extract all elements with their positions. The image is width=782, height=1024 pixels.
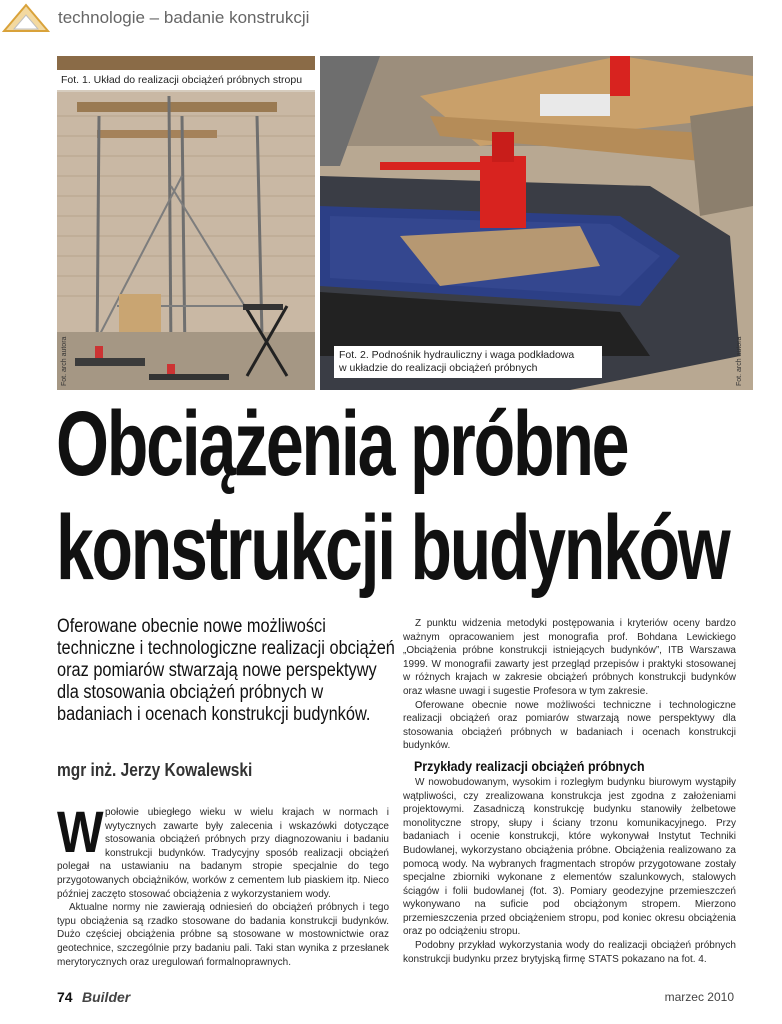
drop-cap: W <box>57 800 104 865</box>
paragraph-text: połowie ubiegłego wieku w wielu krajach w normach i wytycznych zawarte były zalecenia i wskazówki dotyczące stosowania obciążeń próbnych przy diagnozowaniu i badaniu konstrukcji budynków. Tradycyjny sposób realizacji obciążeń polegał na ustawianiu na badanym stropie specjalnie do tego przygotowanych obciążników, worków z cementem lub piaskiem itp. Nieco później zaczęto stosować obciążenia z wykorzystaniem wody. <box>57 807 389 900</box>
issue-date: marzec 2010 <box>664 990 734 1004</box>
article-title-line2: konstrukcji budynków <box>56 497 729 599</box>
photo-floor-load-setup <box>57 56 315 390</box>
photo2-caption-line2: w układzie do realizacji obciążeń próbnych <box>339 362 538 374</box>
section-header: technologie – badanie konstrukcji <box>58 8 310 27</box>
section-subheading: Przykłady realizacji obciążeń próbnych <box>414 758 645 774</box>
section-triangle-icon <box>2 3 50 33</box>
paragraph: Podobny przykład wykorzystania wody do realizacji obciążeń próbnych konstrukcji budynku przez brytyjską firmę STATS pokazano na fot. 4. <box>403 940 736 965</box>
article-column-right <box>403 617 736 966</box>
scaffold-photo-illustration <box>57 56 315 390</box>
article-lead: Oferowane obecnie nowe możliwości techniczne i technologiczne realizacji obciążeń oraz pomiarów stwarzają nowe perspektywy dla stosowania obciążeń próbnych w badaniach i ocenach konstrukcji budynków. <box>57 616 395 725</box>
page-number: 74 <box>57 989 73 1005</box>
paragraph: Z punktu widzenia metodyki postępowania i kryteriów oceny bardzo ważnym opracowaniem jest monografia prof. Bohdana Lewickiego „Obciążenia próbne konstrukcji istniejących budynków”, ITB Warszawa 1999. W monografii zawarty jest przegląd przepisów i praktyki stosowanej w różnych krajach w zakresie obciążeń próbnych konstrukcji budynków oraz własne uwagi i sugestie Profesora w tym zakresie. <box>403 618 736 697</box>
photo2-credit: Fot. arch autora <box>736 336 743 386</box>
article-title-line1: Obciążenia próbne <box>56 393 628 495</box>
magazine-logo: Builder <box>82 989 131 1005</box>
article-author: mgr inż. Jerzy Kowalewski <box>57 760 253 780</box>
paragraph: W nowobudowanym, wysokim i rozległym budynku biurowym wystąpiły wątpliwości, czy zrealizowana konstrukcja jest zgodna z założeniami projektowymi. Zasadniczą konstrukcję budynku stanowiły żelbetowe monolityczne stropy, słupy i ściany trzonu komunikacyjnego. Przy badaniach i ocenie konstrukcji, które wykonywał Instytut Techniki Budowlanej, wykorzystano obciążenia próbne. Obciążenia realizowano za pomocą wody. Na wybranych fragmentach stropów przygotowane zostały specjalne zbiorniki wykonane z elementów szalunkowych, stalowych ściągów i folii budowlanej (fot. 3). Pomiary geodezyjne przemieszczeń wykonywano na suficie pod obciążonym stropem. Mierzono przemieszczenia przed obciążeniem stropu, pod koniec okresu obciążenia oraz po odciążeniu stropu. <box>403 776 736 938</box>
paragraph: Oferowane obecnie nowe możliwości techniczne i technologiczne realizacji obciążeń oraz pomiarów stwarzają nowe perspektywy dla stosowania obciążeń próbnych w badaniach i ocenach konstrukcji budynków. <box>403 699 736 752</box>
paragraph <box>57 800 389 901</box>
article-column-left <box>57 800 389 969</box>
paragraph: Aktualne normy nie zawierają odniesień do obciążeń próbnych i tego typu obciążenia są rzadko stosowane do badania konstrukcji budynków. Dużo częściej obciążenia próbne są stosowane w mostownictwie oraz geotechnice, szczególnie przy badaniu pali. Taki stan wynika z przesłanek merytorycznych oraz uregulowań formalnoprawnych. <box>57 902 389 968</box>
jack-photo-illustration <box>320 56 753 390</box>
photo2-caption-line1: Fot. 2. Podnośnik hydrauliczny i waga podkładowa <box>339 349 575 361</box>
photo1-credit: Fot. arch autora <box>61 336 68 386</box>
photo1-caption: Fot. 1. Układ do realizacji obciążeń próbnych stropu <box>57 70 315 90</box>
photo2-caption <box>334 346 602 378</box>
photo-hydraulic-jack-scale <box>320 56 753 390</box>
